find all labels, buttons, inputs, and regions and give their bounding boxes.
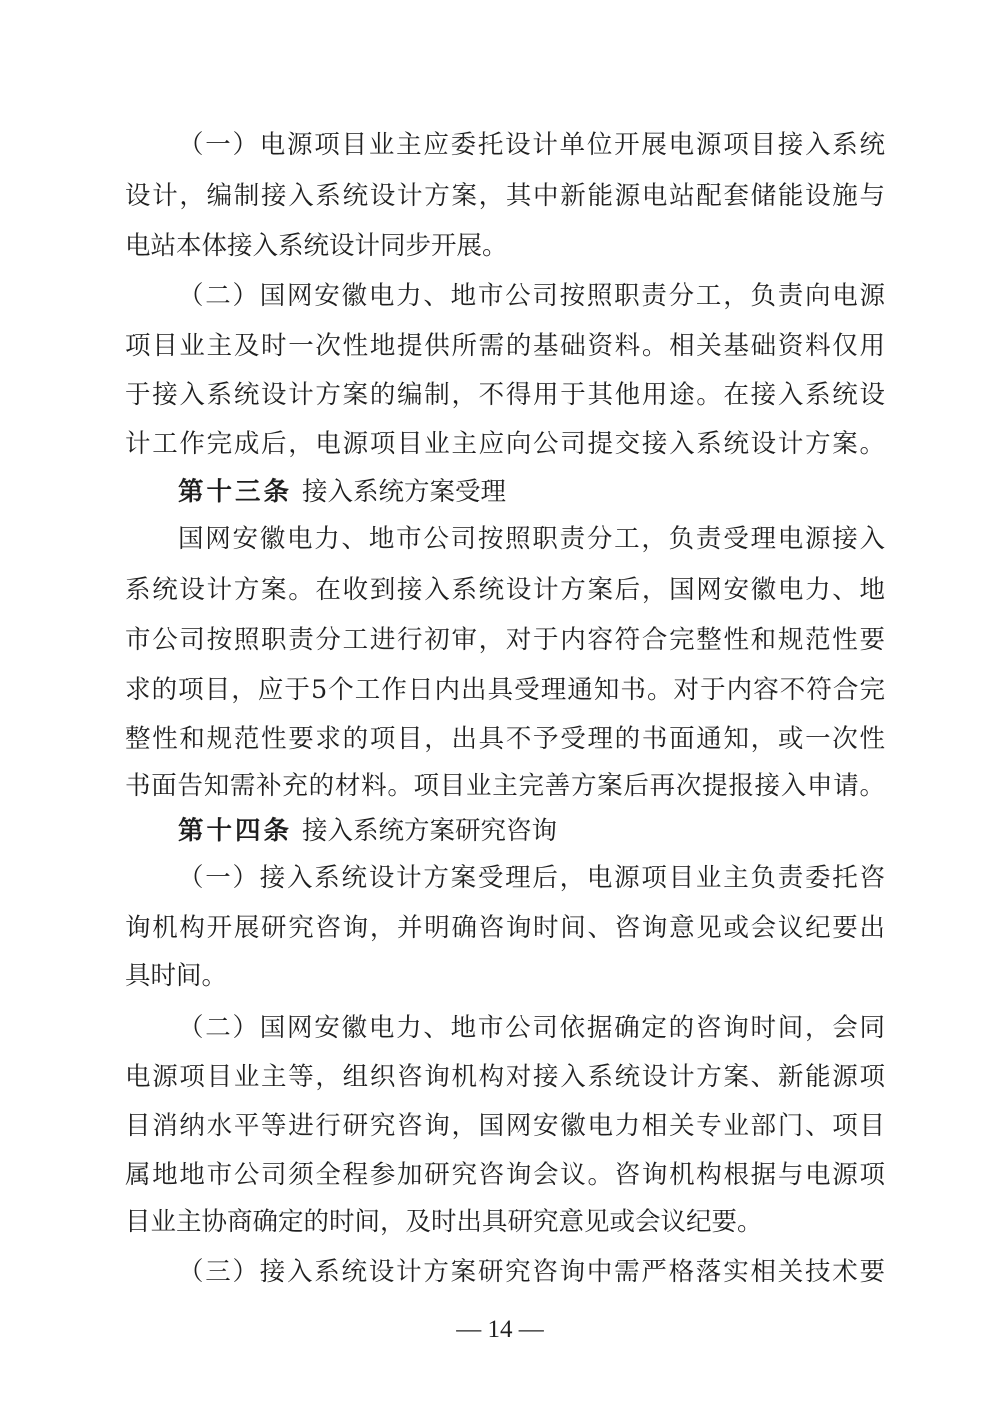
article-title: 接入系统方案研究咨询 — [302, 816, 558, 846]
paragraph-line: （二）国网安徽电力、地市公司依据确定的咨询时间，会同 — [178, 1013, 885, 1043]
paragraph-line: 市公司按照职责分工进行初审，对于内容符合完整性和规范性要 — [125, 625, 885, 655]
paragraph-line: 求的项目，应于5个工作日内出具受理通知书。对于内容不符合完 — [125, 675, 885, 705]
paragraph-line: 于接入系统设计方案的编制，不得用于其他用途。在接入系统设 — [125, 380, 885, 410]
article-number: 第十三条 — [178, 477, 293, 507]
article-number: 第十四条 — [178, 816, 293, 846]
paragraph-line: 国网安徽电力、地市公司按照职责分工，负责受理电源接入 — [178, 524, 885, 554]
paragraph-line: （一）接入系统设计方案受理后，电源项目业主负责委托咨 — [178, 863, 885, 893]
paragraph-line: 目消纳水平等进行研究咨询，国网安徽电力相关专业部门、项目 — [125, 1111, 885, 1141]
paragraph-line: （三）接入系统设计方案研究咨询中需严格落实相关技术要 — [178, 1257, 885, 1287]
paragraph-line: 询机构开展研究咨询，并明确咨询时间、咨询意见或会议纪要出 — [125, 913, 885, 943]
paragraph-line: 电源项目业主等，组织咨询机构对接入系统设计方案、新能源项 — [125, 1062, 885, 1092]
paragraph-line: （二）国网安徽电力、地市公司按照职责分工，负责向电源 — [178, 281, 885, 311]
paragraph-line: 设计，编制接入系统设计方案，其中新能源电站配套储能设施与 — [125, 181, 885, 211]
paragraph-line: 电站本体接入系统设计同步开展。 — [125, 231, 508, 261]
paragraph-line: 具时间。 — [125, 961, 228, 991]
paragraph-line: 计工作完成后，电源项目业主应向公司提交接入系统设计方案。 — [125, 429, 885, 459]
paragraph-line: 系统设计方案。在收到接入系统设计方案后，国网安徽电力、地 — [125, 575, 885, 605]
paragraph-line: （一）电源项目业主应委托设计单位开展电源项目接入系统 — [178, 130, 885, 160]
paragraph-line: 书面告知需补充的材料。项目业主完善方案后再次提报接入申请。 — [125, 771, 885, 801]
page-number: — 14 — — [456, 1316, 544, 1343]
paragraph-line: 整性和规范性要求的项目，出具不予受理的书面通知，或一次性 — [125, 724, 885, 754]
article-heading-13 — [178, 468, 506, 516]
paragraph-line: 属地地市公司须全程参加研究咨询会议。咨询机构根据与电源项 — [125, 1160, 885, 1190]
article-heading-14 — [178, 807, 557, 855]
article-title: 接入系统方案受理 — [302, 477, 507, 507]
paragraph-line: 项目业主及时一次性地提供所需的基础资料。相关基础资料仅用 — [125, 331, 885, 361]
paragraph-line: 目业主协商确定的时间，及时出具研究意见或会议纪要。 — [125, 1207, 763, 1237]
